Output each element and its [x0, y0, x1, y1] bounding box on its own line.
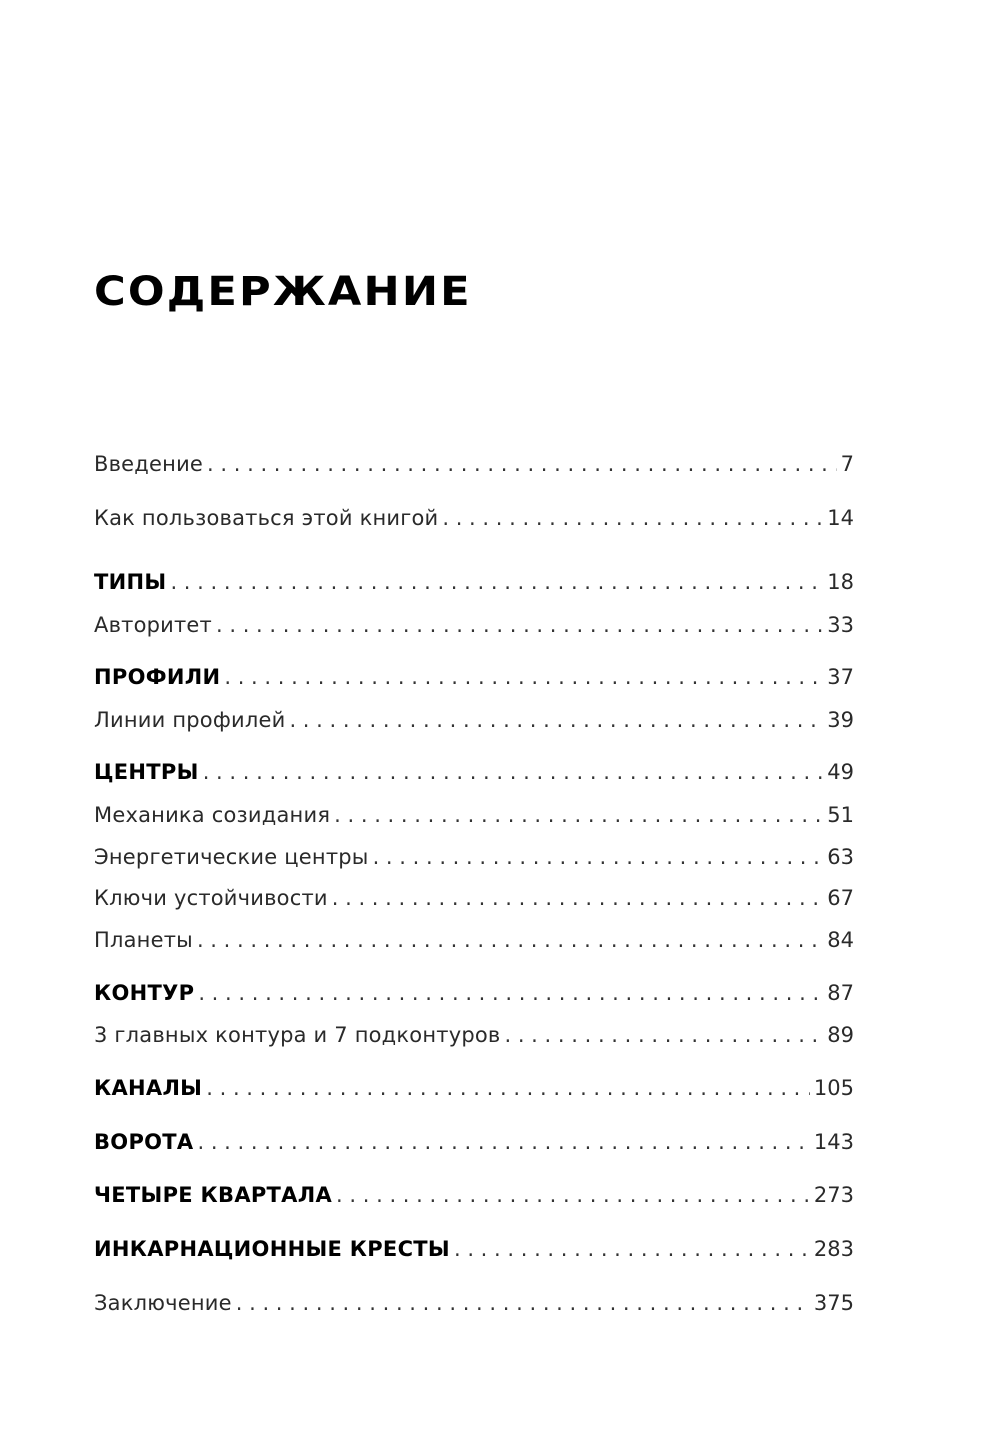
dot-leader [336, 1180, 810, 1210]
toc-section-four-quarters[interactable] [94, 1180, 854, 1210]
toc-entry-page: 39 [827, 708, 854, 732]
toc-section-label: КОНТУР [94, 981, 195, 1005]
toc-entry-how-to-use[interactable] [94, 503, 854, 533]
dot-leader [198, 978, 823, 1008]
toc-section-label: КАНАЛЫ [94, 1076, 203, 1100]
toc-entry-main-circuits[interactable] [94, 1020, 854, 1050]
dot-leader [206, 1073, 810, 1103]
toc-entry-introduction[interactable] [94, 449, 854, 479]
toc-entry-label: 3 главных контура и 7 подконтуров [94, 1023, 501, 1047]
toc-entry-page: 143 [813, 1130, 854, 1154]
toc-section-channels[interactable] [94, 1073, 854, 1103]
toc-entry-page: 67 [827, 886, 854, 910]
toc-entry-page: 283 [813, 1237, 854, 1261]
toc-section-incarnation-crosses[interactable] [94, 1234, 854, 1264]
dot-leader [224, 662, 823, 692]
dot-leader [454, 1234, 810, 1264]
toc-entry-page: 63 [827, 845, 854, 869]
toc-section-label: ИНКАРНАЦИОННЫЕ КРЕСТЫ [94, 1237, 450, 1261]
toc-section-label: ТИПЫ [94, 570, 167, 594]
dot-leader [373, 842, 824, 872]
toc-entry-label: Ключи устойчивости [94, 886, 328, 910]
toc-section-profiles[interactable] [94, 662, 854, 692]
toc-section-label: ЦЕНТРЫ [94, 760, 199, 784]
toc-entry-authority[interactable] [94, 610, 854, 640]
toc-entry-page: 84 [827, 928, 854, 952]
toc-entry-label: Введение [94, 452, 204, 476]
toc-entry-page: 7 [840, 452, 854, 476]
page-title: СОДЕРЖАНИЕ [94, 269, 472, 315]
dot-leader [170, 567, 823, 597]
toc-entry-page: 33 [827, 613, 854, 637]
toc-entry-label: Авторитет [94, 613, 212, 637]
toc-entry-label: Линии профилей [94, 708, 286, 732]
dot-leader [332, 883, 824, 913]
toc-entry-page: 375 [813, 1291, 854, 1315]
toc-entry-page: 14 [827, 506, 854, 530]
toc-entry-label: Планеты [94, 928, 193, 952]
toc-entry-page: 87 [827, 981, 854, 1005]
toc-entry-page: 273 [813, 1183, 854, 1207]
toc-section-gates[interactable] [94, 1127, 854, 1157]
toc-entry-profile-lines[interactable] [94, 705, 854, 735]
toc-entry-page: 18 [827, 570, 854, 594]
dot-leader [289, 705, 823, 735]
toc-entry-planets[interactable] [94, 925, 854, 955]
toc-entry-label: Механика созидания [94, 803, 331, 827]
toc-entry-page: 51 [827, 803, 854, 827]
dot-leader [236, 1288, 810, 1318]
dot-leader [216, 610, 823, 640]
toc-entry-stability-keys[interactable] [94, 883, 854, 913]
toc-section-centers[interactable] [94, 757, 854, 787]
dot-leader [197, 925, 823, 955]
toc-section-label: ЧЕТЫРЕ КВАРТАЛА [94, 1183, 333, 1207]
toc-entry-label: Заключение [94, 1291, 232, 1315]
dot-leader [203, 757, 824, 787]
toc-entry-conclusion[interactable] [94, 1288, 854, 1318]
dot-leader [442, 503, 823, 533]
toc-entry-label: Как пользоваться этой книгой [94, 506, 439, 530]
toc-entry-label: Энергетические центры [94, 845, 369, 869]
toc-entry-page: 105 [813, 1076, 854, 1100]
toc-entry-page: 49 [827, 760, 854, 784]
dot-leader [504, 1020, 823, 1050]
toc-entry-creation-mechanics[interactable] [94, 800, 854, 830]
toc-entry-energy-centers[interactable] [94, 842, 854, 872]
toc-section-label: ВОРОТА [94, 1130, 194, 1154]
toc-entry-page: 37 [827, 665, 854, 689]
dot-leader [334, 800, 823, 830]
toc-section-types[interactable] [94, 567, 854, 597]
toc-section-circuit[interactable] [94, 978, 854, 1008]
dot-leader [197, 1127, 809, 1157]
toc-section-label: ПРОФИЛИ [94, 665, 221, 689]
toc-entry-page: 89 [827, 1023, 854, 1047]
dot-leader [207, 449, 837, 479]
